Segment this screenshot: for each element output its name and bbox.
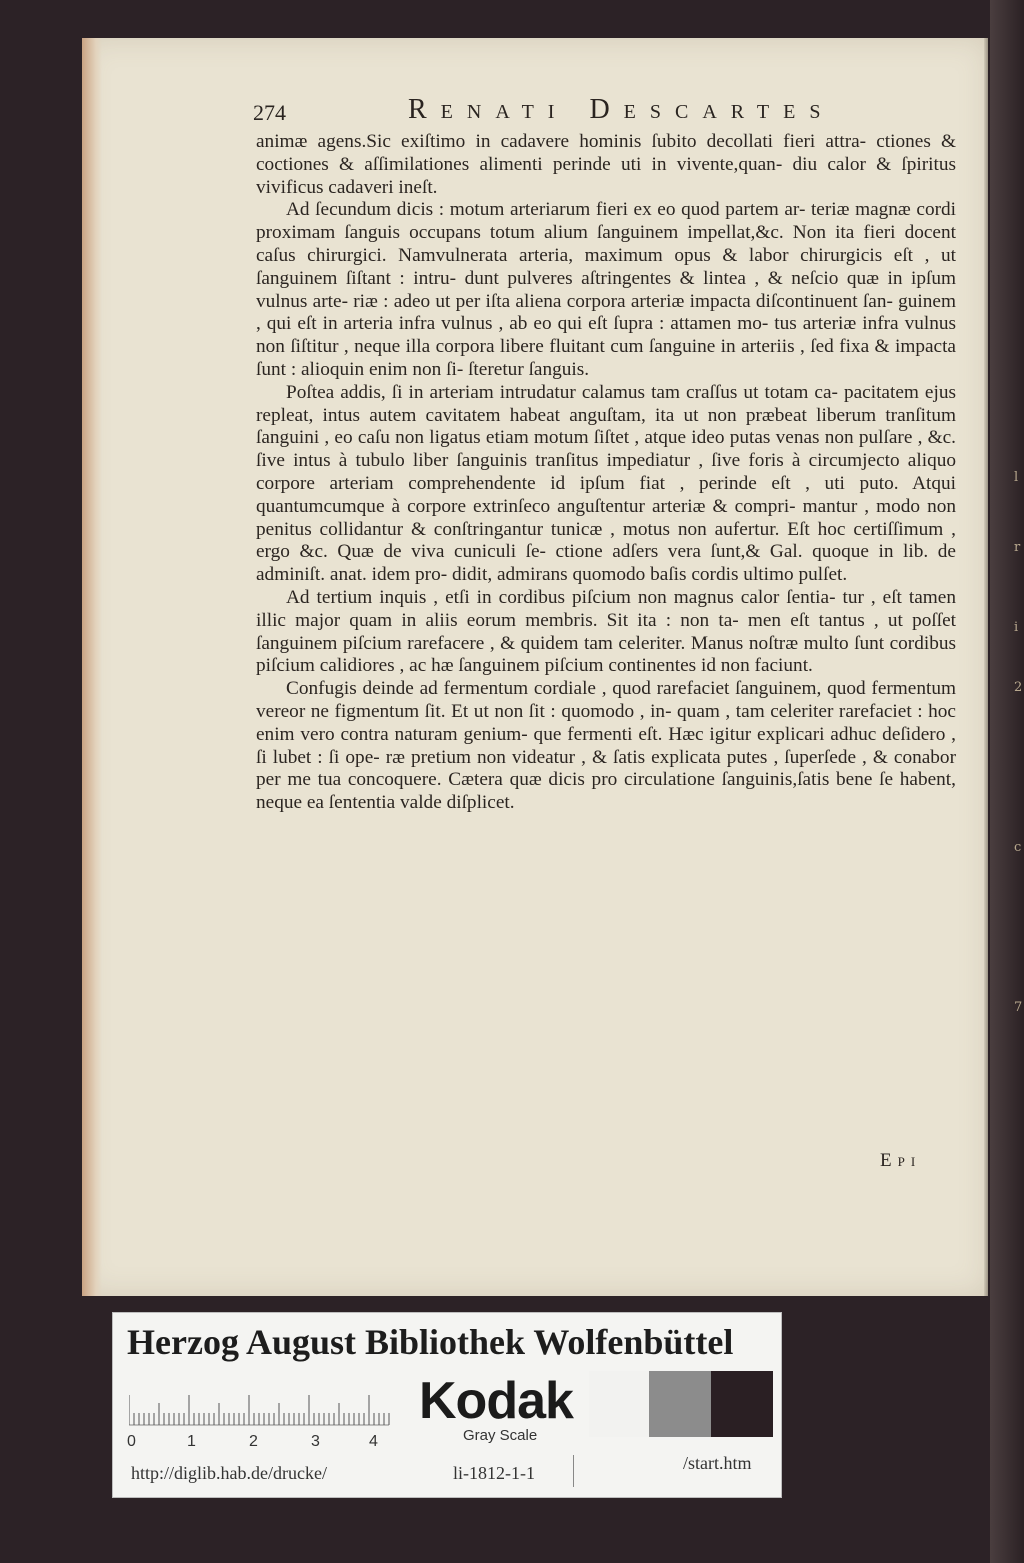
running-head: Renati Descartes (408, 94, 835, 125)
facing-page-edge: l r i 2 c 7 (1014, 470, 1023, 1015)
ruler-label: 4 (369, 1433, 378, 1450)
paragraph: Ad ſecundum dicis : motum arteriarum fieri ex eo quod partem ar- teriæ magnæ cordi proximam ſanguis occupans totum alium ſanguinem impellat,&c. Non ita fieri docent caſus chirurgici. Namvulnerata arteria, maximum opus & labor chirurgicis eſt , ut ſanguinem ſiſtant : intru- dunt pulveres aſtringentes & lintea , & neſcio quæ in ipſum vulnus arte- riæ : adeo ut per iſta aliena corpora arteriæ impacta diſcontinuent ſan- guinem , qui eſt in arteria infra vulnus , ab eo qui eſt ſupra : attamen mo- tus arteriæ infra vulnus non ſiſtitur , neque illa corpora libere fluitant cum ſanguine in arteriis , ſed fixa & impacta ſunt : alioquin enim non ſi- ſteretur ſanguis. (256, 199, 956, 380)
gray-scale-label: Gray Scale (463, 1427, 538, 1444)
catchword: Epi (880, 1150, 922, 1171)
ruler-label: 2 (249, 1433, 258, 1450)
swatch-black (711, 1371, 773, 1437)
card-id: li-1812-1-1 (453, 1463, 535, 1483)
page-header (253, 94, 973, 134)
ruler-label: 3 (311, 1433, 320, 1450)
ruler-label: 1 (187, 1433, 196, 1450)
ruler-label: 0 (127, 1433, 136, 1450)
card-url-left: http://diglib.hab.de/drucke/ (131, 1463, 327, 1483)
card-divider (573, 1455, 574, 1487)
page-gutter (984, 38, 988, 1296)
swatch-gray (649, 1371, 711, 1437)
card-url-right: /start.htm (683, 1453, 752, 1473)
paragraph: Confugis deinde ad fermentum cordiale , quod rarefaciet ſanguinem, quod fermentum vereor ne figmentum ſit. Et ut non ſit : quomodo , in- quam , tam celeriter rarefaciet : hoc enim vero contra naturam genium- que fermenti eſt. Hæc igitur explicari adhuc deſidero , ſi lubet : ſi ope- ræ pretium non videatur , & ſatis explicata putes , ſuperſede , & conabor per me tua concoquere. Cætera quæ dicis pro circulatione ſanguinis,ſatis bene ſe habent, neque ea ſententia valde diſplicet. (256, 678, 956, 814)
color-target-card (112, 1312, 782, 1498)
kodak-logo: Kodak (419, 1372, 573, 1430)
paragraph: animæ agens.Sic exiſtimo in cadavere hominis ſubito decollati fieri attra- ctiones & coctiones & aſſimilationes alimenti perinde uti in vivente,quan- diu calor & ſpiritus vivificus cadaveri ineſt. (256, 131, 956, 198)
page-number: 274 (253, 100, 286, 125)
ruler-scale (129, 1385, 405, 1431)
swatch-white (589, 1371, 649, 1437)
gray-scale-swatches (589, 1371, 773, 1437)
paragraph: Ad tertium inquis , etſi in cordibus piſcium non magnus calor ſentia- tur , eſt tamen illic major quam in aliis eorum membris. Sit ita : non ta- men eſt tantus , ut poſſet ſanguinem piſcium rarefacere , & quidem tam celeriter. Manus noſtræ multo ſunt cordibus piſcium calidiores , ac hæ ſanguinem piſcium continentes id non faciunt. (256, 586, 956, 677)
page-edge (82, 38, 102, 1296)
body-text (256, 131, 956, 815)
paragraph: Poſtea addis, ſi in arteriam intrudatur calamus tam craſſus ut totam ca- pacitatem ejus repleat, intus autem cavitatem habeat anguſtam, ita ut non præbeat liberum tranſitum ſanguini , eo caſu non ligatus etiam motum ſiſtet , atque ideo putas venas non pulſare , &c. ſive intus à tubulo liber ſanguinis tranſitus impediatur , ſive foris à circumjecto aliquo corpore arteriam comprehendente id ipſum fiat , perinde eſt , uti puto. Atqui quantumcumque à corpore extrinſeco anguſtentur arteriæ & compri- mantur , modo non penitus collidantur & conſtringantur tunicæ , motus non aufertur. Eſt hoc certiſſimum , ergo &c. Quæ de viva cuniculi ſe- ctione adſers vera ſunt,& Gal. quoque in lib. de adminiſt. anat. idem pro- didit, admirans quomodo baſis cordis ultimo pulſet. (256, 381, 956, 586)
ruler-labels (127, 1433, 387, 1453)
library-title: Herzog August Bibliothek Wolfenbüttel (127, 1322, 734, 1362)
